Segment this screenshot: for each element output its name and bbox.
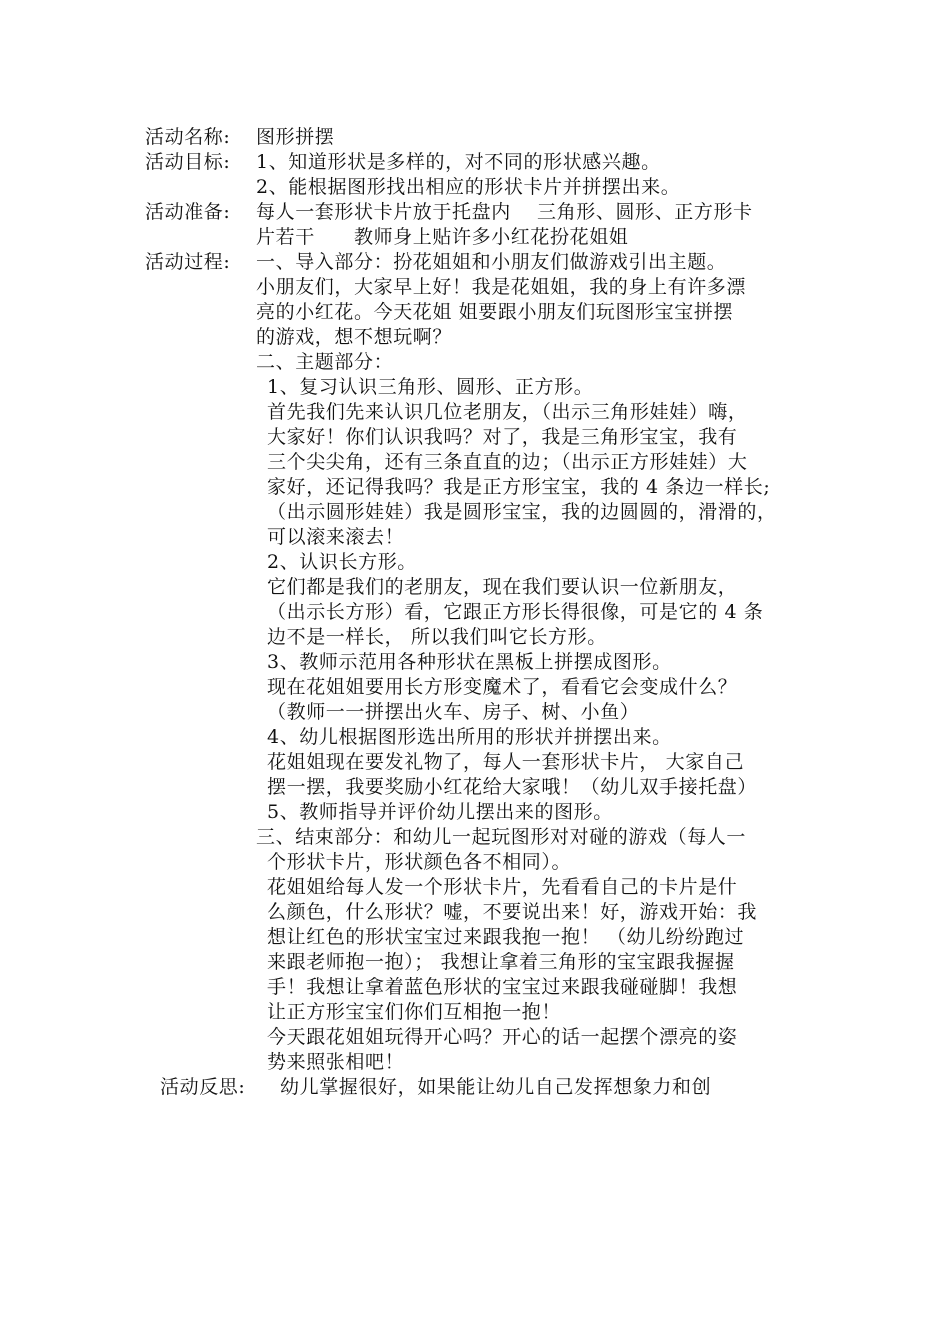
process-line: 3、教师示范用各种形状在黑板上拼摆成图形。 [267,651,672,673]
goal-line: 1、知道形状是多样的，对不同的形状感兴趣。 [256,151,661,173]
activity-name-text: 图形拼摆 [256,126,335,148]
label-activity-name: 活动名称: [145,126,231,148]
process-line: 亮的小红花。今天花姐 姐要跟小朋友们玩图形宝宝拼摆 [256,301,734,323]
process-line: 首先我们先来认识几位老朋友，（出示三角形娃娃）嗨， [267,401,748,423]
process-line: （教师一一拼摆出火车、房子、树、小鱼） [267,701,640,723]
process-line: 它们都是我们的老朋友，现在我们要认识一位新朋友， [267,576,738,598]
process-line: 想让红色的形状宝宝过来跟我抱一抱！ （幼儿纷纷跑过 [267,926,745,948]
process-line: 花姐姐给每人发一个形状卡片，先看看自己的卡片是什 [267,876,738,898]
label-activity-goal: 活动目标: [145,151,231,173]
prep-line: 每人一套形状卡片放于托盘内 三角形、圆形、正方形卡 [256,201,753,223]
process-line: 的游戏，想不想玩啊？ [256,326,453,348]
process-line: 大家好！你们认识我吗？对了，我是三角形宝宝，我有 [267,426,738,448]
process-line: 势来照张相吧！ [267,1051,405,1073]
process-line: 可以滚来滚去！ [267,526,405,548]
process-line: （出示圆形娃娃）我是圆形宝宝，我的边圆圆的，滑滑的， [267,501,777,523]
process-line: 家好，还记得我吗？我是正方形宝宝，我的 4 条边一样长; [267,476,771,498]
process-line: 让正方形宝宝们你们互相抱一抱！ [267,1001,562,1023]
process-line: 小朋友们，大家早上好！我是花姐姐，我的身上有许多漂 [256,276,747,298]
process-line: 来跟老师抱一抱）； 我想让拿着三角形的宝宝跟我握握 [267,951,735,973]
prep-line: 片若干 教师身上贴许多小红花扮花姐姐 [256,226,629,248]
process-line: 个形状卡片，形状颜色各不相同）。 [267,851,572,873]
process-line: 一、导入部分：扮花姐姐和小朋友们做游戏引出主题。 [256,251,727,273]
process-line: 边不是一样长， 所以我们叫它长方形。 [267,626,607,648]
process-line: 现在花姐姐要用长方形变魔术了，看看它会变成什么？ [267,676,738,698]
reflection-line: 幼儿掌握很好，如果能让幼儿自己发挥想象力和创 [280,1076,712,1098]
label-activity-prep: 活动准备: [145,201,231,223]
process-line: 5、教师指导并评价幼儿摆出来的图形。 [267,801,613,823]
process-line: 2、认识长方形。 [267,551,417,573]
label-activity-process: 活动过程: [145,251,231,273]
process-line: 4、幼儿根据图形选出所用的形状并拼摆出来。 [267,726,672,748]
process-line: 么颜色，什么形状？嘘，不要说出来！好，游戏开始：我 [267,901,758,923]
goal-line: 2、能根据图形找出相应的形状卡片并拼摆出来。 [256,176,681,198]
process-line: 花姐姐现在要发礼物了，每人一套形状卡片， 大家自己 [267,751,745,773]
process-line: 今天跟花姐姐玩得开心吗？开心的话一起摆个漂亮的姿 [267,1026,738,1048]
process-line: 二、主题部分： [256,351,394,373]
process-line: 1、复习认识三角形、圆形、正方形。 [267,376,594,398]
process-line: （出示长方形）看，它跟正方形长得很像，可是它的 4 条 [267,601,764,623]
label-activity-reflection: 活动反思: [160,1076,246,1098]
process-line: 手！我想让拿着蓝色形状的宝宝过来跟我碰碰脚！我想 [267,976,738,998]
process-line: 三、结束部分：和幼儿一起玩图形对对碰的游戏（每人一 [256,826,747,848]
process-line: 摆一摆，我要奖励小红花给大家哦！（幼儿双手接托盘） [267,776,758,798]
process-line: 三个尖尖角，还有三条直直的边；（出示正方形娃娃）大 [267,451,748,473]
